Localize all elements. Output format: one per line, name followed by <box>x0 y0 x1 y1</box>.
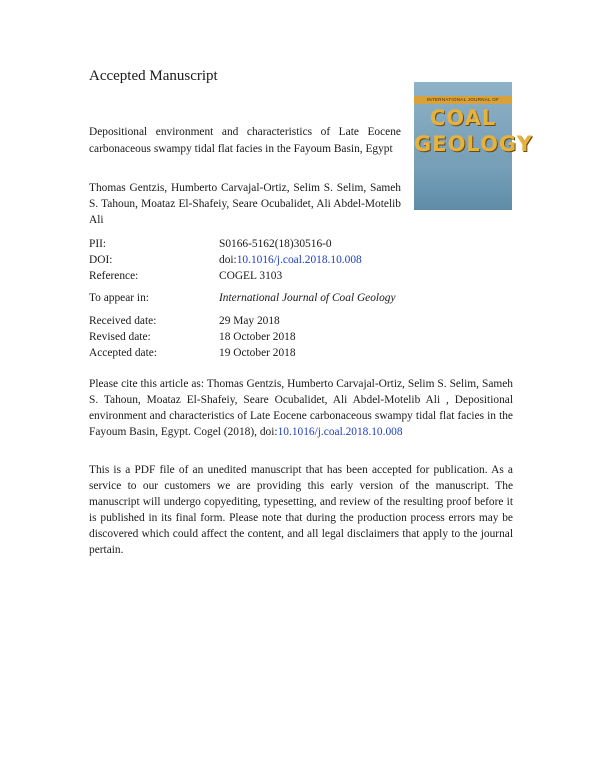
reference-value: COGEL 3103 <box>219 270 283 282</box>
disclaimer-paragraph: This is a PDF file of an unedited manuscript that has been accepted for publication. As a service to our customers we are providing this early version of the manuscript. The manuscript will undergo copyediting, typesetting, and review of the resulting proof before it is published in its final form. Please note that during the production process errors may be discovered which could affect the content, and all legal disclaimers that apply to the journal pertain. <box>89 464 513 556</box>
citation-paragraph <box>89 376 513 440</box>
revised-value: 18 October 2018 <box>219 331 296 343</box>
doi-prefix: doi: <box>219 254 237 266</box>
received-value: 29 May 2018 <box>219 315 280 327</box>
cover-title-word-1: COAL <box>429 106 497 130</box>
reference-label: Reference: <box>89 270 139 282</box>
author-list: Thomas Gentzis, Humberto Carvajal-Ortiz, Selim S. Selim, Sameh S. Tahoun, Moataz El-Shafeiy, Seare Ocubalidet, Ali Abdel-Motelib Ali <box>89 182 401 226</box>
accepted-value: 19 October 2018 <box>219 347 296 359</box>
cover-lower-panel <box>414 166 512 210</box>
journal-name: International Journal of Coal Geology <box>219 292 396 304</box>
cover-band-text: INTERNATIONAL JOURNAL OF <box>426 97 500 102</box>
citation-text: Please cite this article as: Thomas Gentzis, Humberto Carvajal-Ortiz, Selim S. Selim, Sameh S. Tahoun, Moataz El-Shafeiy, Seare Ocubalidet, Ali Abdel-Motelib Ali , Depositional environment and characteristics of Late Eocene carbonaceous swampy tidal flat facies in the Fayoum Basin, Egypt. Cogel (2018), doi: <box>89 378 513 438</box>
pii-value: S0166-5162(18)30516-0 <box>219 238 332 250</box>
doi-value <box>219 252 362 268</box>
received-label: Received date: <box>89 315 157 327</box>
citation-doi-link[interactable]: 10.1016/j.coal.2018.10.008 <box>277 426 403 438</box>
revised-label: Revised date: <box>89 331 151 343</box>
cover-title-word-2: GEOLOGY <box>414 132 533 156</box>
page-heading: Accepted Manuscript <box>89 68 218 84</box>
accepted-label: Accepted date: <box>89 347 157 359</box>
article-title: Depositional environment and characteristics of Late Eocene carbonaceous swampy tidal flat facies in the Fayoum Basin, Egypt <box>89 126 401 155</box>
journal-cover-image <box>414 82 533 210</box>
doi-label: DOI: <box>89 254 113 266</box>
pii-label: PII: <box>89 238 107 250</box>
appear-label: To appear in: <box>89 292 149 304</box>
doi-link[interactable]: 10.1016/j.coal.2018.10.008 <box>236 254 362 266</box>
